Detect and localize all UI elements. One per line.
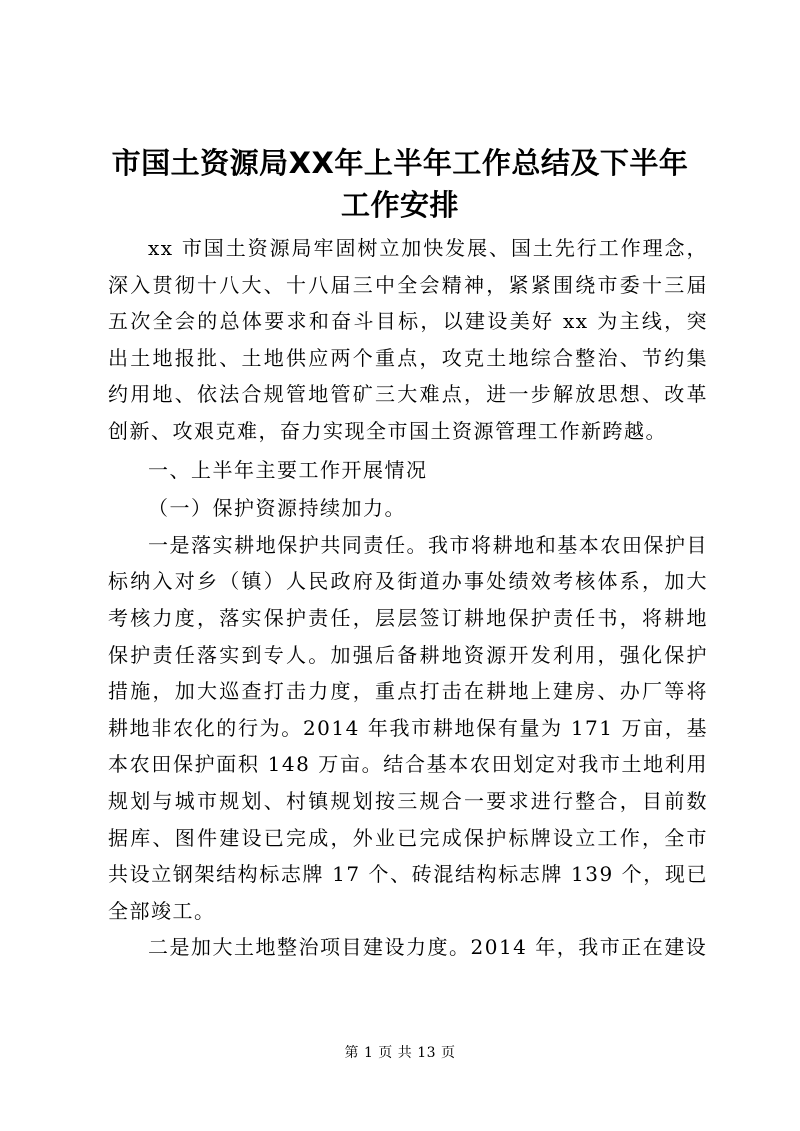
body-paragraph-2: 二是加大土地整治项目建设力度。2014 年，我市正在建设: [148, 935, 708, 960]
title-line-1: 市国土资源局XX年上半年工作总结及下半年: [111, 146, 689, 180]
intro-paragraph: xx 市国土资源局牢固树立加快发展、国土先行工作理念，深入贯彻十八大、十八届三中全会精神，紧紧围绕市委十三届五次全会的总体要求和奋斗目标，以建设美好 xx 为主线，突出土地报批、土地供应两个重点，攻克土地综合整治、节约集约用地、依法合规管地管矿三大难点，进一步解放思想、改革创新、攻艰克难，奋力实现全市国土资源管理工作新跨越。: [108, 236, 708, 443]
body-paragraph-1: 一是落实耕地保护共同责任。我市将耕地和基本农田保护目标纳入对乡（镇）人民政府及街道办事处绩效考核体系，加大考核力度，落实保护责任，层层签订耕地保护责任书，将耕地保护责任落实到专人。加强后备耕地资源开发利用，强化保护措施，加大巡查打击力度，重点打击在耕地上建房、办厂等将耕地非农化的行为。2014 年我市耕地保有量为 171 万亩，基本农田保护面积 148 万亩。结合基本农田划定对我市土地利用规划与城市规划、村镇规划按三规合一要求进行整合，目前数据库、图件建设已完成，外业已完成保护标牌设立工作，全市共设立钢架结构标志牌 17 个、砖混结构标志牌 139 个，现已全部竣工。: [108, 532, 708, 923]
page-footer: 第 1 页 共 13 页: [344, 1045, 456, 1061]
section-heading-1: 一、上半年主要工作开展情况: [148, 457, 428, 482]
document-body: [108, 230, 708, 966]
title-line-2: 工作安排: [340, 188, 459, 222]
subsection-heading-1: （一）保护资源持续加力。: [148, 496, 406, 521]
document-title: [100, 142, 700, 226]
